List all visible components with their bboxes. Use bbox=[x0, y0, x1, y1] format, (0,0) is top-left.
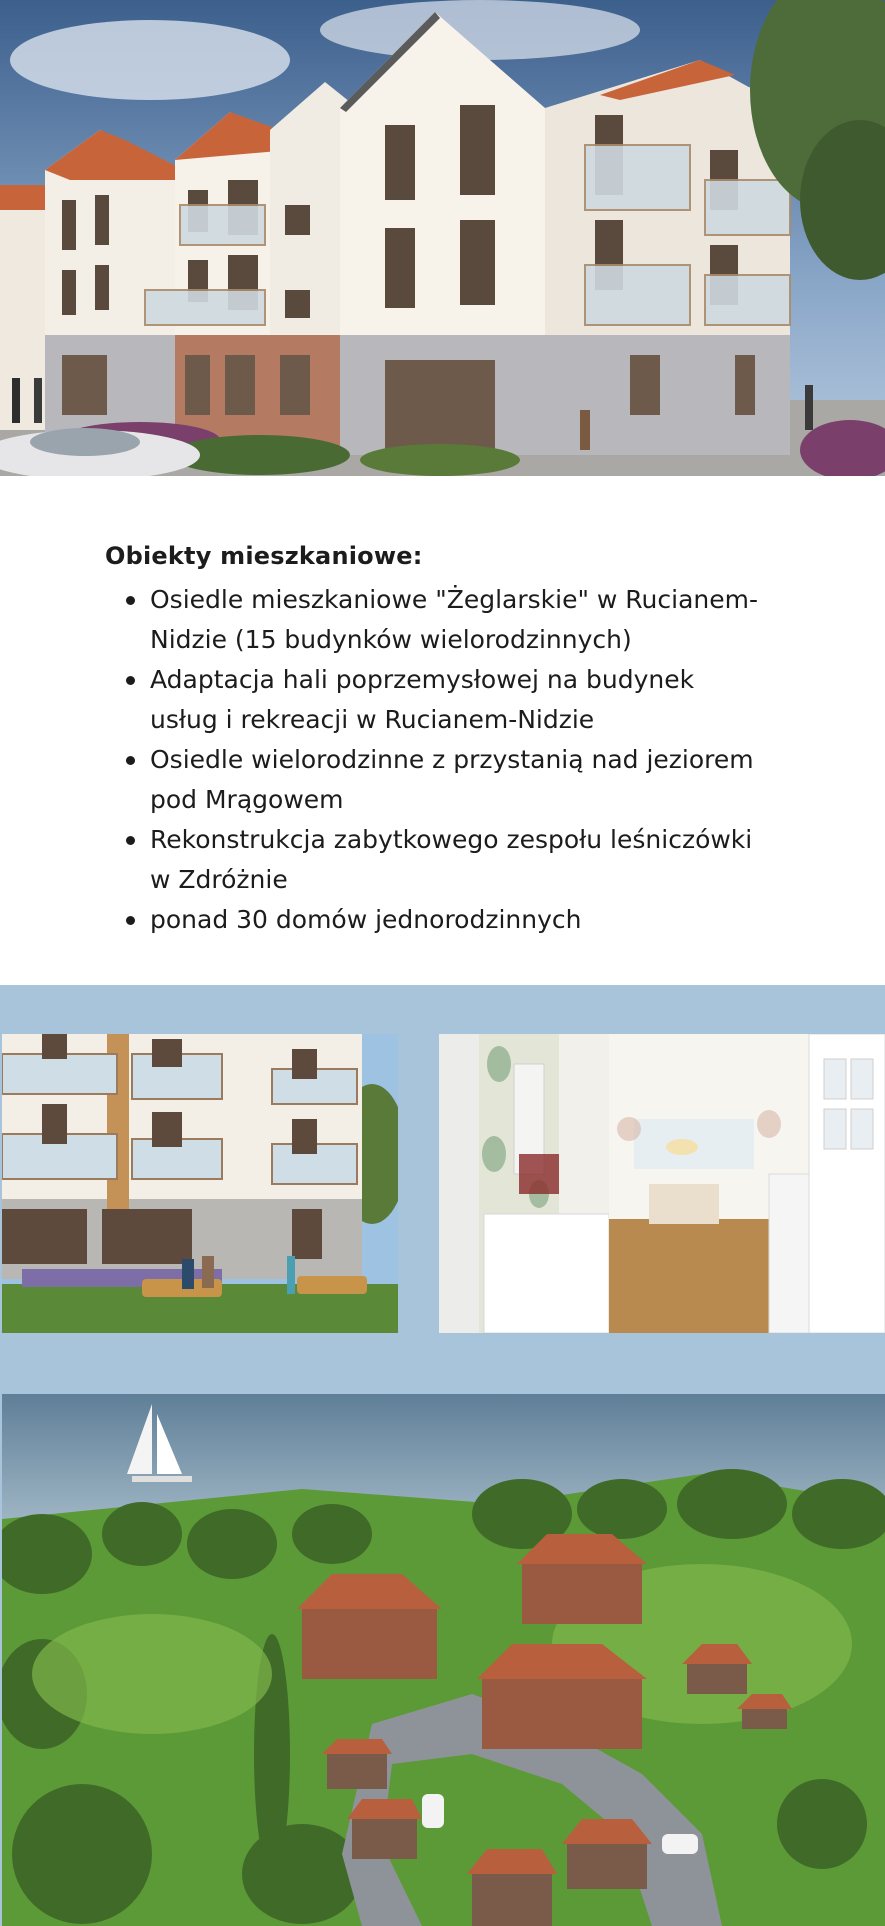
gallery-image-interior[interactable] bbox=[439, 1034, 885, 1333]
hero-building-rendering bbox=[0, 0, 885, 476]
residential-section bbox=[0, 476, 885, 985]
gallery-image-aerial[interactable] bbox=[2, 1394, 885, 1926]
hero-image bbox=[0, 0, 885, 476]
building-rendering bbox=[2, 1034, 398, 1333]
list-item-line: Adaptacja hali poprzemysłowej na budynek bbox=[150, 665, 695, 694]
project-list bbox=[150, 580, 790, 940]
list-item-line: Osiedle wielorodzinne z przystanią nad jeziorem bbox=[150, 745, 754, 774]
section-heading: Obiekty mieszkaniowe: bbox=[105, 542, 423, 570]
aerial-rendering bbox=[2, 1394, 885, 1926]
list-item bbox=[150, 820, 790, 900]
list-item-line: Nidzie (15 budynków wielorodzinnych) bbox=[150, 625, 632, 654]
list-item-line: usług i rekreacji w Rucianem-Nidzie bbox=[150, 705, 595, 734]
interior-rendering bbox=[439, 1034, 885, 1333]
list-item bbox=[150, 740, 790, 820]
list-item-line: w Zdróżnie bbox=[150, 865, 288, 894]
list-item bbox=[150, 900, 790, 940]
list-item-line: pod Mrągowem bbox=[150, 785, 344, 814]
list-item-line: Rekonstrukcja zabytkowego zespołu leśniczówki bbox=[150, 825, 753, 854]
gallery-image-building[interactable] bbox=[2, 1034, 398, 1333]
list-item bbox=[150, 660, 790, 740]
gallery-section bbox=[0, 985, 885, 1926]
list-item-line: Osiedle mieszkaniowe "Żeglarskie" w Rucianem- bbox=[150, 585, 759, 614]
list-item-line: ponad 30 domów jednorodzinnych bbox=[150, 905, 582, 934]
list-item bbox=[150, 580, 790, 660]
